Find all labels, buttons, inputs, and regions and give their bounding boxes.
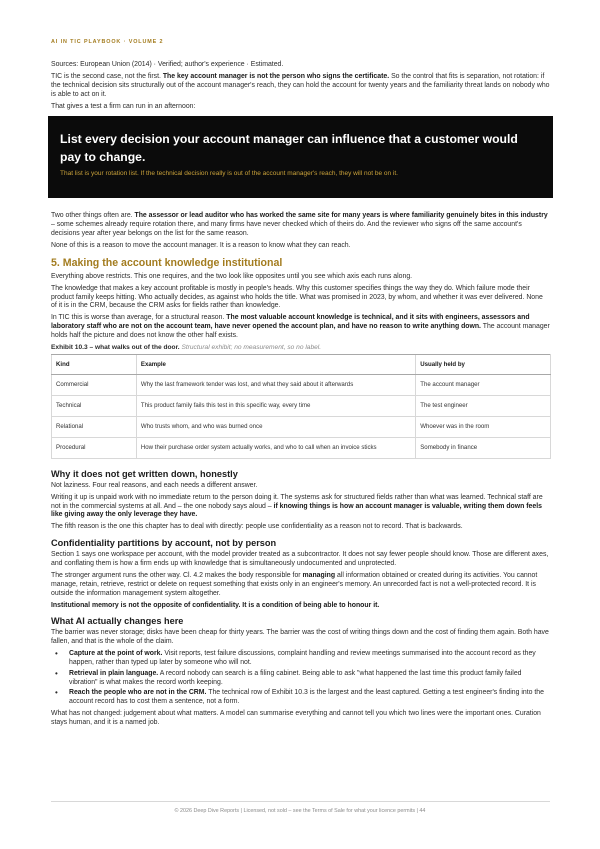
table-row: [52, 437, 551, 458]
paragraph: [51, 73, 550, 99]
text-run: The stronger argument runs the other way. Cl. 4.2 makes the body responsible for: [51, 572, 303, 580]
bold-run: Capture at the point of work.: [69, 650, 163, 658]
exhibit-table: [51, 354, 551, 459]
exhibit-note: Structural exhibit; no measurement, so no label.: [179, 343, 322, 351]
table-cell: Whoever was in the room: [416, 416, 551, 437]
paragraph: That gives a test a firm can run in an afternoon:: [51, 102, 196, 110]
sources-line: Sources: European Union (2014) · Verified; author's experience · Estimated.: [51, 61, 284, 68]
subsection-heading: What AI actually changes here: [51, 616, 184, 627]
bold-run: The key account manager is not the person who signs the certificate.: [162, 72, 390, 80]
bold-run: Reach the people who are not in the CRM.: [69, 689, 207, 697]
table-cell: Commercial: [52, 374, 137, 395]
bold-run: Retrieval in plain language.: [69, 669, 159, 677]
bullet-icon: •: [55, 649, 58, 659]
list-item: [51, 670, 550, 688]
text-run: Two other things often are.: [51, 212, 135, 220]
table-cell: The test engineer: [416, 395, 551, 416]
text-run: So the control that fits is separation, not rotation: if the technical decision sits structurally out of the account manager's reach, they can hold the account for twenty years and the familiarity threat lands on nobody who is able to act on it.: [51, 72, 550, 98]
paragraph: The knowledge that makes a key account profitable is mostly in people's heads. Why this customer specifies things the way they do. Which failure mode their product family keeps hitting. Who actually decides, as against who holds the title. What was promised in 2023, by whom, and whether it was ever delivered. None of it is in the CRM, because the CRM asks for fields rather than knowledge.: [51, 284, 543, 310]
text-run: Writing it up is unpaid work with no immediate return to the person doing it. The systems ask for structured fields rather than what was learned. Technical staff are not in the commercial systems at all. And – the one nobody says aloud –: [51, 493, 543, 510]
paragraph: The fifth reason is the one this chapter has to deal with directly: people use confidentiality as a reason not to record. That is backwards.: [51, 523, 463, 531]
exhibit-caption: [51, 344, 550, 351]
paragraph: The barrier was never storage; disks have been cheap for thirty years. The barrier was the cost of writing things down and the cost of finding them again. Both have fallen, and that is the whole of the claim.: [51, 629, 549, 646]
text-run: Visit reports, test failure discussions, complaint handling and review meetings summarised into the account record as they happen, rather than typed up later by someone who will not.: [69, 650, 536, 666]
body-column: [51, 61, 550, 731]
bullet-icon: •: [55, 688, 58, 698]
table-cell: Technical: [52, 395, 137, 416]
table-cell: How their purchase order system actually works, and who to call when an invoice sticks: [136, 437, 415, 458]
paragraph: What has not changed: judgement about what matters. A model can summarise everything and cannot tell you which two lines were the important ones. Curation stays human, and it is a named job.: [51, 709, 541, 726]
table-header-row: [52, 354, 551, 374]
text-run: In TIC this is worse than average, for a structural reason.: [51, 314, 227, 322]
table-cell: This product family fails this test in this specific way, every time: [136, 395, 415, 416]
bullet-list: [51, 650, 550, 707]
table-cell: Somebody in finance: [416, 437, 551, 458]
text-run: The technical row of Exhibit 10.3 is the largest and the least captured. Getting a test engineer's finding into the account record has to cost them a sentence, not a form.: [69, 689, 544, 706]
paragraph: None of this is a reason to move the account manager. It is a reason to know what they can reach.: [51, 241, 351, 249]
table-row: [52, 416, 551, 437]
paragraph: Section 1 says one workspace per account, with the model provider treated as a subcontractor. It does not say fewer people should know. Those are different axes, and conflating them is how a firm ends up with knowledge that is simultaneously undocumented and unprotected.: [51, 551, 549, 568]
subsection-heading: Confidentiality partitions by account, not by person: [51, 538, 277, 549]
paragraph: Everything above restricts. This one requires, and the two look like opposites until you see which axis each runs along.: [51, 272, 413, 280]
text-run: – some schemes already require rotation there, and many firms have never checked which of theirs do. And the reviewer who signs off the same account's decisions year after year belongs on the list for the same reason.: [51, 221, 522, 237]
text-run: A record nobody can search is a filing cabinet. Being able to ask "what happened the last time this product family failed vibration" is what makes the record worth keeping.: [69, 669, 522, 686]
text-run: all information obtained or created during its activities. You cannot manage, retain, retrieve, restrict or delete on request something that exists only in an engineer's memory. An unrecorded fact is not a well-protected record. It is outside the information management system altogether.: [51, 572, 538, 597]
list-item: [51, 689, 550, 707]
table-cell: Relational: [52, 416, 137, 437]
table-cell: Who trusts whom, and who was burned once: [136, 416, 415, 437]
column-header: Kind: [52, 354, 137, 374]
section-heading: 5. Making the account knowledge institutional: [51, 256, 283, 269]
bold-run: The most valuable account knowledge is technical, and it sits with engineers, assessors and laboratory staff who are not on the account team, have never opened the account plan, and have no reason to write anything down.: [51, 314, 530, 331]
page-footer: © 2026 Deep Dive Reports | Licensed, not sold – see the Terms of Sale for what your licence permits | 44: [174, 808, 426, 814]
list-item: [51, 650, 550, 668]
table-row: [52, 395, 551, 416]
bold-run: if knowing things is how an account manager is valuable, writing them down feels like giving away the only leverage they have.: [51, 502, 542, 519]
table-cell: The account manager: [416, 374, 551, 395]
table-row: [52, 374, 551, 395]
paragraph: [51, 212, 550, 238]
paragraph: Not laziness. Four real reasons, and each needs a different answer.: [51, 481, 258, 489]
paragraph: [51, 494, 550, 520]
text-run: TIC is the second case, not the first.: [51, 72, 163, 80]
text-run: The account manager holds half the picture and does not know the other half exists.: [51, 323, 550, 339]
callout-box: [48, 116, 553, 198]
table-cell: Procedural: [52, 437, 137, 458]
paragraph: [51, 572, 550, 598]
paragraph: [51, 602, 550, 611]
bullet-icon: •: [55, 668, 58, 678]
column-header: Example: [136, 354, 415, 374]
paragraph: [51, 314, 550, 340]
table-cell: Why the last framework tender was lost, and what they said about it afterwards: [136, 374, 415, 395]
column-header: Usually held by: [416, 354, 551, 374]
bold-run: The assessor or lead auditor who has worked the same site for many years is where familiarity genuinely bites in this industry: [134, 212, 548, 220]
bold-run: Institutional memory is not the opposite of confidentiality. It is a condition of being able to honour it.: [51, 601, 380, 609]
subsection-heading: Why it does not get written down, honestly: [51, 468, 238, 479]
exhibit-title: Exhibit 10.3 – what walks out of the door.: [51, 343, 180, 351]
callout-subtext: That list is your rotation list. If the technical decision really is out of the account manager's reach, they will not be on it.: [60, 170, 398, 178]
running-header: AI IN TIC PLAYBOOK · VOLUME 2: [51, 39, 164, 45]
footer-divider: [51, 801, 550, 802]
callout-headline: List every decision your account manager can influence that a customer would pay to change.: [60, 132, 518, 165]
bold-run: managing: [302, 572, 336, 580]
